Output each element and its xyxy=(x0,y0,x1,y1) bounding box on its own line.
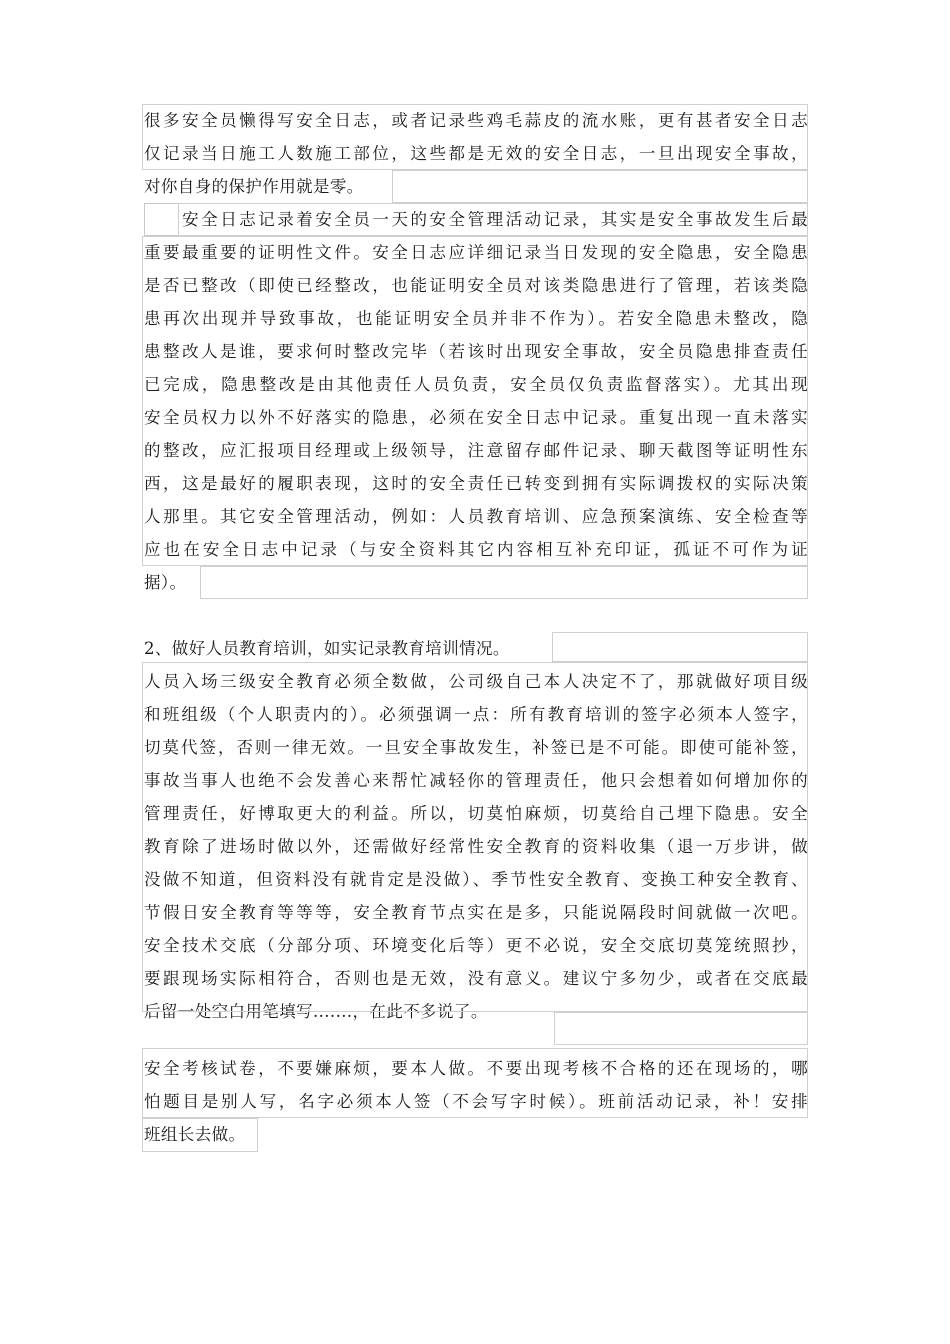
text-line: 的整改，应汇报项目经理或上级领导，注意留存邮件记录、聊天截图等证明性东 xyxy=(144,441,808,460)
paragraph-safety-log-detail xyxy=(144,203,808,599)
text-line: 重要最重要的证明性文件。安全日志应详细记录当日发现的安全隐患，安全隐患 xyxy=(144,243,808,262)
text-line-first xyxy=(144,203,808,236)
text-line: 切莫代签，否则一律无效。一旦安全事故发生，补签已是不可能。即使可能补签， xyxy=(144,738,808,757)
text-line: 2、做好人员教育培训，如实记录教育培训情况。 xyxy=(144,639,510,658)
text-line: 已完成，隐患整改是由其他责任人员负责，安全员仅负责监督落实）。尤其出现 xyxy=(144,375,808,394)
text-line: 事故当事人也绝不会发善心来帮忙减轻你的管理责任，他只会想着如何增加你的 xyxy=(144,771,808,790)
text-line: 班组长去做。 xyxy=(144,1125,246,1144)
text-line: 据）。 xyxy=(144,573,187,592)
text-line: 和班组级（个人职责内的）。必须强调一点：所有教育培训的签字必须本人签字， xyxy=(144,705,808,724)
paragraph-safety-log-intro xyxy=(144,104,808,203)
text-line: 要跟现场实际相符合，否则也是无效，没有意义。建议宁多勿少，或者在交底最 xyxy=(144,969,808,988)
section-heading-training xyxy=(144,632,808,665)
text-line: 很多安全员懒得写安全日志，或者记录些鸡毛蒜皮的流水账，更有甚者安全日志 xyxy=(144,111,808,130)
indent-marker xyxy=(144,203,178,236)
text-line: 人那里。其它安全管理活动，例如：人员教育培训、应急预案演练、安全检查等 xyxy=(144,507,808,526)
text-line: 管理责任，好博取更大的利益。所以，切莫怕麻烦，切莫给自己埋下隐患。安全 xyxy=(144,804,808,823)
text-line: 对你自身的保护作用就是零。 xyxy=(144,177,364,196)
text-line: 患再次出现并导致事故，也能证明安全员并非不作为）。若安全隐患未整改，隐 xyxy=(144,309,808,328)
text-line: 安全考核试卷，不要嫌麻烦，要本人做。不要出现考核不合格的还在现场的，哪 xyxy=(144,1059,808,1078)
text-line: 安全日志记录着安全员一天的安全管理活动记录，其实是安全事故发生后最 xyxy=(180,210,808,229)
text-line: 安全技术交底（分部分项、环境变化后等）更不必说，安全交底切莫笼统照抄， xyxy=(144,936,808,955)
text-line: 怕题目是别人写，名字必须本人签（不会写字时候）。班前活动记录，补！安排 xyxy=(144,1092,808,1111)
text-line: 西，这是最好的履职表现，这时的安全责任已转变到拥有实际调拨权的实际决策 xyxy=(144,474,808,493)
text-line: 节假日安全教育等等等，安全教育节点实在是多，只能说隔段时间就做一次吧。 xyxy=(144,903,808,922)
text-line: 患整改人是谁，要求何时整改完毕（若该时出现安全事故，安全员隐患排查责任 xyxy=(144,342,808,361)
text-line: 教育除了进场时做以外，还需做好经常性安全教育的资料收集（退一万步讲，做 xyxy=(144,837,808,856)
text-line: 是否已整改（即使已经整改，也能证明安全员对该类隐患进行了管理，若该类隐 xyxy=(144,276,808,295)
text-line: 后留一处空白用笔填写.......，在此不多说了。 xyxy=(144,1002,488,1021)
paragraph-exam xyxy=(144,1052,808,1151)
text-line: 没做不知道，但资料没有就肯定是没做）、季节性安全教育、变换工种安全教育、 xyxy=(144,870,808,889)
text-line: 应也在安全日志中记录（与安全资料其它内容相互补充印证，孤证不可作为证 xyxy=(144,540,808,559)
text-line: 安全员权力以外不好落实的隐患，必须在安全日志中记录。重复出现一直未落实 xyxy=(144,408,808,427)
text-line: 人员入场三级安全教育必须全数做，公司级自己本人决定不了，那就做好项目级 xyxy=(144,672,808,691)
text-line: 仅记录当日施工人数施工部位，这些都是无效的安全日志，一旦出现安全事故， xyxy=(144,144,808,163)
paragraph-training-detail xyxy=(144,665,808,1028)
